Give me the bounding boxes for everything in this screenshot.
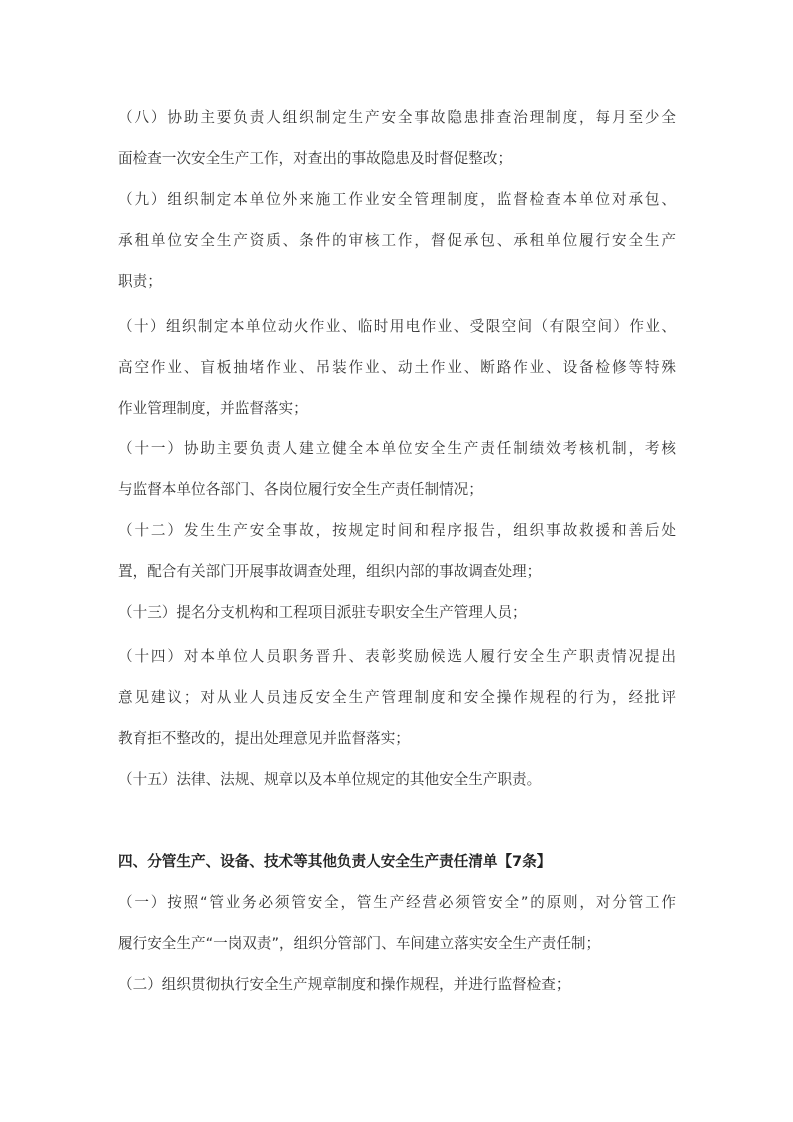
paragraph-line: 教育拒不整改的，提出处理意见并监督落实； xyxy=(118,730,410,747)
paragraph-line: （十四）对本单位人员职务晋升、表彰奖励候选人履行安全生产职责情况提出 xyxy=(118,648,676,665)
paragraph-line: （十二）发生生产安全事故，按规定时间和程序报告，组织事故救援和善后处 xyxy=(118,522,676,539)
paragraph-line: 与监督本单位各部门、各岗位履行安全生产责任制情况； xyxy=(118,481,483,498)
paragraph-line: 意见建议；对从业人员违反安全生产管理制度和安全操作规程的行为，经批评 xyxy=(118,689,676,706)
paragraph-line: 置，配合有关部门开展事故调查处理，组织内部的事故调查处理； xyxy=(118,563,542,580)
paragraph-line: 承租单位安全生产资质、条件的审核工作，督促承包、承租单位履行安全生产 xyxy=(118,232,676,249)
paragraph-line: 作业管理制度，并监督落实； xyxy=(118,400,308,417)
paragraph-line: （十一）协助主要负责人建立健全本单位安全生产责任制绩效考核机制，考核 xyxy=(118,440,676,457)
paragraph-line: 高空作业、盲板抽堵作业、吊装作业、动土作业、断路作业、设备检修等特殊 xyxy=(118,359,676,376)
paragraph-line: 履行安全生产“一岗双责”，组织分管部门、车间建立落实安全生产责任制； xyxy=(118,935,601,952)
paragraph-line: （十三）提名分支机构和工程项目派驻专职安全生产管理人员； xyxy=(118,604,527,621)
paragraph-line: （九）组织制定本单位外来施工作业安全管理制度，监督检查本单位对承包、 xyxy=(118,191,676,208)
paragraph-line: （一）按照“管业务必须管安全，管生产经营必须管安全”的原则，对分管工作 xyxy=(118,894,676,911)
paragraph-line: （二）组织贯彻执行安全生产规章制度和操作规程，并进行监督检查； xyxy=(118,976,571,993)
paragraph-line: 职责； xyxy=(118,273,162,290)
paragraph-line: （十五）法律、法规、规章以及本单位规定的其他安全生产职责。 xyxy=(118,771,542,788)
paragraph-line: （十）组织制定本单位动火作业、临时用电作业、受限空间（有限空间）作业、 xyxy=(118,318,676,335)
section-heading: 四、分管生产、设备、技术等其他负责人安全生产责任清单【7条】 xyxy=(118,853,552,870)
paragraph-line: 面检查一次安全生产工作，对查出的事故隐患及时督促整改； xyxy=(118,150,513,167)
paragraph-line: （八）协助主要负责人组织制定生产安全事故隐患排查治理制度，每月至少全 xyxy=(118,109,676,126)
